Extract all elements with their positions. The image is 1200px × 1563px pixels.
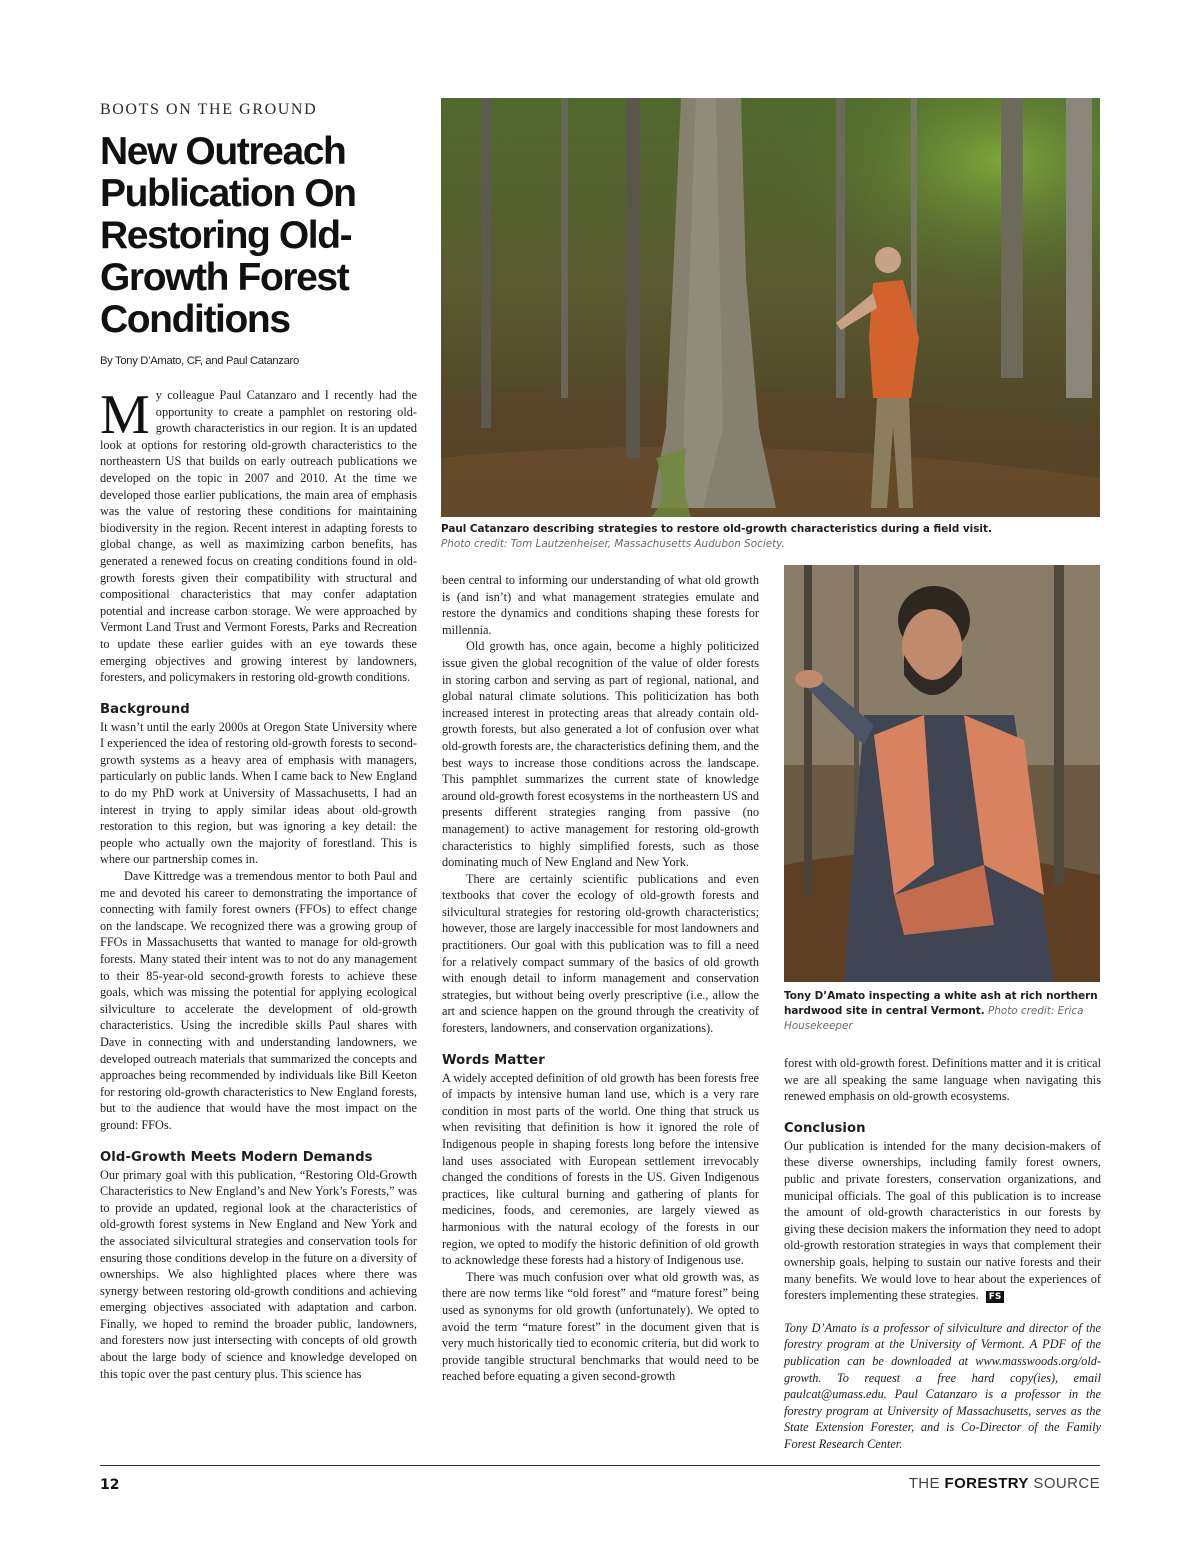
column-2 (442, 572, 759, 1385)
brand-the: THE (908, 1475, 940, 1492)
forest-photo-illustration (441, 98, 1100, 517)
column-2-paragraph-2: Old growth has, once again, become a highly politicized issue given the global recognition of the value of older forests in storing carbon and serving as part of regional, national, and global natural climate solutions. This politicization has both increased interest in protecting areas that already contain old-growth forests, but also generated a lot of confusion over what old-growth forests are, the characteristics defining them, and the best ways to increase those conditions across the landscape. This pamphlet summarizes the current state of knowledge around old-growth forest ecosystems in the northeastern US and presents different strategies ranging from passive (no management) to active management for restoring old-growth characteristics to highly simplified forests, such as those dominating much of New England and New York. (442, 639, 759, 870)
brand-source: SOURCE (1033, 1475, 1100, 1492)
photo-2-credit: Photo credit: Erica Housekeeper (784, 1005, 1084, 1032)
background-paragraph-2: Dave Kittredge was a tremendous mentor to both Paul and me and devoted his career to demonstrating the importance of connecting with family forest owners (FFOs) to effect change on the landscape. We recognized there was a growing group of FFOs in Massachusetts that wanted to manage for old-growth forests. Many stated their intent was to not do any management to their 85-year-old second-growth forests to achieve these goals, which was missing the potential for applying ecological silviculture to accelerate the development of old-growth characteristics. Using the incredible skills Paul shares with Dave in connecting with and understanding landowners, we developed outreach materials that summarized the concepts and approaches being recommended by individuals like Bill Keeton for restoring old-growth characteristics to New England forests, but to the audience that would have the most impact on the ground: FFOs. (100, 869, 417, 1132)
byline: By Tony D’Amato, CF, and Paul Catanzaro (100, 355, 299, 367)
photo-2-caption: Tony D’Amato inspecting a white ash at rich northern hardwood site in central Vermont. (784, 990, 1098, 1017)
photo-2-caption-block (784, 989, 1100, 1034)
background-paragraph-1: It wasn’t until the early 2000s at Oregon State University where I experienced the idea of restoring old-growth forests to second-growth systems as a heavy area of emphasis with managers, particularly on public lands. When I came back to New England to do my PhD work at University of Massachusetts, I had an interest in trying to apply similar ideas about old-growth restoration to this region, but was ignoring a key detail: the people who actually own the majority of forestland. This is where our partnership comes in. (100, 719, 417, 867)
column-1 (100, 384, 417, 1382)
column-2-paragraph-3: There are certainly scientific publications and even textbooks that cover the ecology of old-growth forests and silvicultural strategies for restoring old-growth characteristics; however, those are largely inaccessible for most landowners and practitioners. Our goal with this publication was to fill a need for a relatively compact summary of the basics of old growth with enough detail to inform management and conservation strategies, but without being overly prescriptive (i.e., allow the art and science happen on the ground through the creativity of foresters, landowners, and conservation organizations). (442, 871, 759, 1036)
words-matter-paragraph-1: A widely accepted definition of old growth has been forests free of impacts by intensive human land use, which is a very rare condition in most parts of the world. One thing that struck us when revisiting that definition is how it ignored the role of Indigenous people in shaping forests long before the intensive land uses associated with European settlement irrevocably changed the conditions of forests in the US. Given Indigenous practices, like cultural burning and gathering of plants for medicines, foods, and ceremonies, are largely viewed as harmonious with the natural ecology of the forests in our region, we opted to modify the historic definition of old growth to acknowledge these forests had a history of Indigenous use. (442, 1070, 759, 1268)
publication-brand (909, 1475, 1100, 1492)
portrait-photo-illustration (784, 565, 1100, 982)
modern-demands-paragraph: Our primary goal with this publication, “Restoring Old-Growth Characteristics to New England’s and New York’s Forests,” was to provide an updated, regional look at the characteristics of old-growth forest systems in New England and New York and the associated silvicultural strategies and conservation tools for ensuring those conditions develop in the future on a diversity of ownerships. We also highlighted places where there was synergy between restoring old-growth conditions and achieving emerging objectives associated with adaptation and carbon. Finally, we hoped to remind the broader public, landowners, and foresters now just intersecting with concepts of old growth about the large body of science and knowledge developed on this topic over the past century plus. This science has (100, 1167, 417, 1381)
photo-forest-field-visit (441, 98, 1100, 517)
conclusion-paragraph (784, 1138, 1101, 1304)
section-label: BOOTS ON THE GROUND (100, 101, 318, 118)
brand-forestry: FORESTRY (944, 1475, 1029, 1492)
page-number: 12 (100, 1477, 120, 1493)
footer-rule (100, 1465, 1100, 1466)
intro-paragraph (100, 384, 417, 686)
words-matter-heading: Words Matter (442, 1052, 545, 1068)
background-heading: Background (100, 701, 190, 717)
words-matter-paragraph-2: There was much confusion over what old growth was, as there are now terms like “old forest” and “mature forest” being used as synonyms for old growth (unfortunately). We opted to avoid the term “mature forest” in the document given that is very much historically tied to economic criteria, but did work to provide tangible structural benchmarks that would need to be reached before equating a given second-growth (442, 1269, 759, 1384)
photo-1-caption: Paul Catanzaro describing strategies to restore old-growth characteristics during a field visit. (441, 523, 992, 535)
photo-1-caption-block (441, 522, 1100, 552)
modern-demands-heading: Old-Growth Meets Modern Demands (100, 1149, 373, 1165)
conclusion-heading: Conclusion (784, 1120, 866, 1136)
conclusion-text: Our publication is intended for the many decision-makers of these diverse ownerships, including family forest owners, public and private foresters, conservation organizations, and municipal officials. The goal of this publication is to increase the amount of old-growth characteristics in our forests by giving these decision makers the information they need to adopt old-growth restoration strategies in ways that complement their ownership goals, helping to sustain our native forests and their many benefits. We would love to hear about the experiences of foresters implementing these strategies. (784, 1138, 1101, 1303)
intro-text: y colleague Paul Catanzaro and I recently had the opportunity to create a pamphlet on restoring old-growth characteristics in our region. It is an updated look at options for restoring old-growth characteristics to the northeastern US that builds on early outreach publications we developed on the topic in 2007 and 2010. At the time we developed those earlier publications, the main area of emphasis was the value of restoring these conditions for maintaining biodiversity in the region. Recent interest in adapting forests to global change, as well as maximizing carbon benefits, has generated a renewed focus on creating conditions found in old-growth forests given their compatibility with structural and compositional characteristics that may confer adaptation potential and increase carbon storage. We were approached by Vermont Land Trust and Vermont Forests, Parks and Recreation to update these earlier guides with an eye towards these emerging objectives and growing interest by landowners, foresters, and policymakers in restoring old-growth conditions. (100, 388, 417, 685)
drop-cap: M (100, 384, 150, 446)
photo-1-credit: Photo credit: Tom Lautzenheiser, Massachusetts Audubon Society. (441, 538, 785, 550)
photo-tony-damato (784, 565, 1100, 982)
column-2-paragraph-1: been central to informing our understanding of what old growth is (and isn’t) and what management strategies emulate and restore the dynamics and conditions shaping these forests for millennia. (442, 573, 759, 637)
column-3 (784, 1055, 1101, 1452)
end-mark: FS (986, 1291, 1005, 1303)
column-3-paragraph-1: forest with old-growth forest. Definitions matter and it is critical we are all speaking the same language when navigating this renewed emphasis on old-growth ecosystems. (784, 1056, 1101, 1104)
author-bio: Tony D’Amato is a professor of silviculture and director of the forestry program at the University of Vermont. A PDF of the publication can be downloaded at www.masswoods.org/old-growth. To request a free hard copy(ies), email paulcat@umass.edu. Paul Catanzaro is a professor in the forestry program at University of Massachusetts, serves as the State Extension Forester, and is Co-Director of the Family Forest Research Center. (784, 1320, 1101, 1451)
headline: New Outreach Publication On Restoring Old-Growth Forest Conditions (100, 130, 356, 341)
